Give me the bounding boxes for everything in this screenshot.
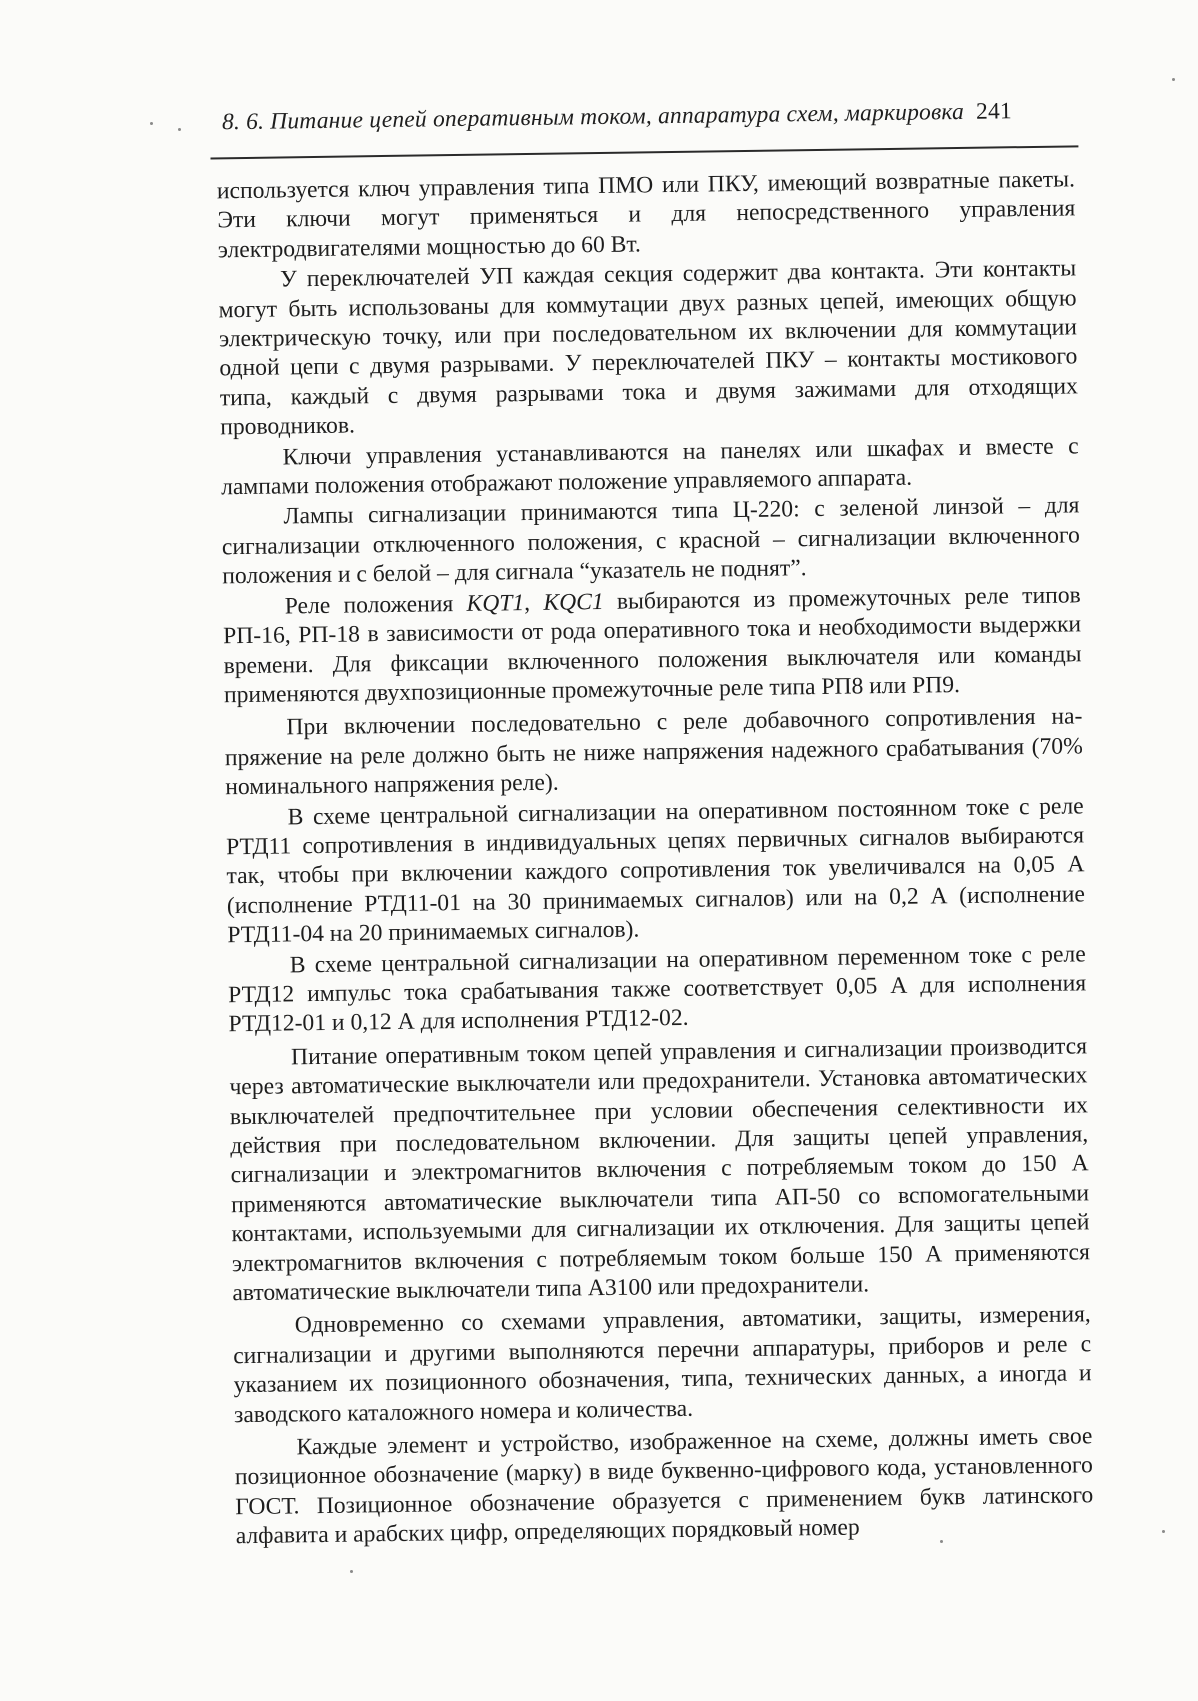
paragraph: У переключателей УП каждая секция содержит два контакта. Эти контакты могут быть использованы для коммутации двух разных цепей, имеющих общую электрическую точку, или при последовательном их включении для коммутации одной цепи с двумя разрывами. У переключателей ПКУ – контакты мостикового типа, каждый с двумя разрывами тока и двумя зажимами для отходящих проводников. (218, 255, 1078, 441)
scan-speck (178, 128, 181, 131)
paragraph: Лампы сигнализации принимаются типа Ц-220: с зеленой линзой – для сигнализации отключенного положения, с красной – сигнализации включенного положения и с белой – для сигнала “указатель не поднят”. (221, 492, 1081, 590)
paragraph: Питание оперативным током цепей управления и сигнализации производится через автоматические выключатели или предохранители. Установка автоматических выключателей предпочтительнее при условии обеспечения селективности их действия при последовательном включении. Для защиты цепей управления, сигнализации и электромагнитов включения с потребляемым током до 150 А применяются автоматические выключатели типа АП-50 со вспомогательными контактами, используемыми для сигнализации их отключения. Для защиты цепей электромагнитов включения с потребляемым током больше 150 А применяются автоматические выключатели типа А3100 или предохранители. (229, 1033, 1091, 1307)
paragraph: Ключи управления устанавливаются на панелях или шкафах и вместе с лампами положения отображают положение управляемого аппарата. (220, 433, 1079, 501)
scan-speck (940, 1540, 943, 1543)
scan-speck (1162, 1530, 1165, 1533)
scan-speck (1172, 78, 1175, 81)
paragraph-relay-position (223, 581, 1083, 711)
paragraph: Одновременно со схемами управления, автоматики, защиты, измерения, сигнализации и другими выполняются перечни аппаратуры, приборов и реле с указанием их позиционного обозначения, типа, технических данных, а иногда и заводского каталожного номера и количества. (233, 1301, 1092, 1428)
header-title: 8. 6. Питание цепей оперативным током, аппаратура схем, маркировка (221, 98, 965, 136)
relay-code-kqt1: KQT1 (466, 589, 525, 617)
scan-speck (150, 122, 153, 125)
paragraph: Каждые элемент и устройство, изображенное на схеме, должны иметь свое позиционное обозначение (марку) в виде буквенно-цифрового кода, установленного ГОСТ. Позиционное обозначение образуется с применением букв латинского алфавита и арабских цифр, определяющих порядковый номер (234, 1423, 1094, 1550)
paragraph: При включении последовательно с реле добавочного сопротивления напряжение на реле должно быть не ниже напряжения надежного срабатывания (70% номинального напряжения реле). (224, 703, 1083, 801)
paragraph: В схеме центральной сигнализации на оперативном постоянном токе с реле РТД11 сопротивления в индивидуальных цепях первичных сигналов выбираются так, чтобы при включении каждого сопротивления ток увеличивался на 0,05 А (исполнение РТД11-01 на 30 принимаемых сигналов) или на 0,2 А (исполнение РТД11-04 на 20 принимаемых сигналов). (225, 792, 1086, 949)
running-header (222, 97, 1072, 136)
paragraph: В схеме центральной сигнализации на оперативном переменном токе с реле РТД12 импульс тока срабатывания также соответствует 0,05 А для исполнения РТД12-01 и 0,12 А для исполнения РТД12-02. (228, 940, 1087, 1038)
relay-separator: , (524, 589, 544, 616)
page-number: 241 (975, 98, 1013, 125)
header-rule (210, 145, 1078, 159)
relay-text-after: выбираются из промежуточных реле типов РП-16, РП-18 в зависимости от рода оперативного тока и необходимости выдержки времени. Для фиксации включенного положения выключателя или команды применяются двухпозиционные промежуточные реле типа РП8 или РП9. (222, 582, 1082, 709)
paragraph: используется ключ управления типа ПМО или ПКУ, имеющий возвратные пакеты. Эти ключи могут применяться и для непосредственного управления электродвигателями мощностью до 60 Вт. (216, 166, 1076, 264)
body-text (217, 165, 1094, 1553)
relay-code-kqc1: KQC1 (543, 588, 604, 616)
scan-speck (350, 1570, 353, 1573)
relay-text-before: Реле положения (284, 590, 467, 620)
